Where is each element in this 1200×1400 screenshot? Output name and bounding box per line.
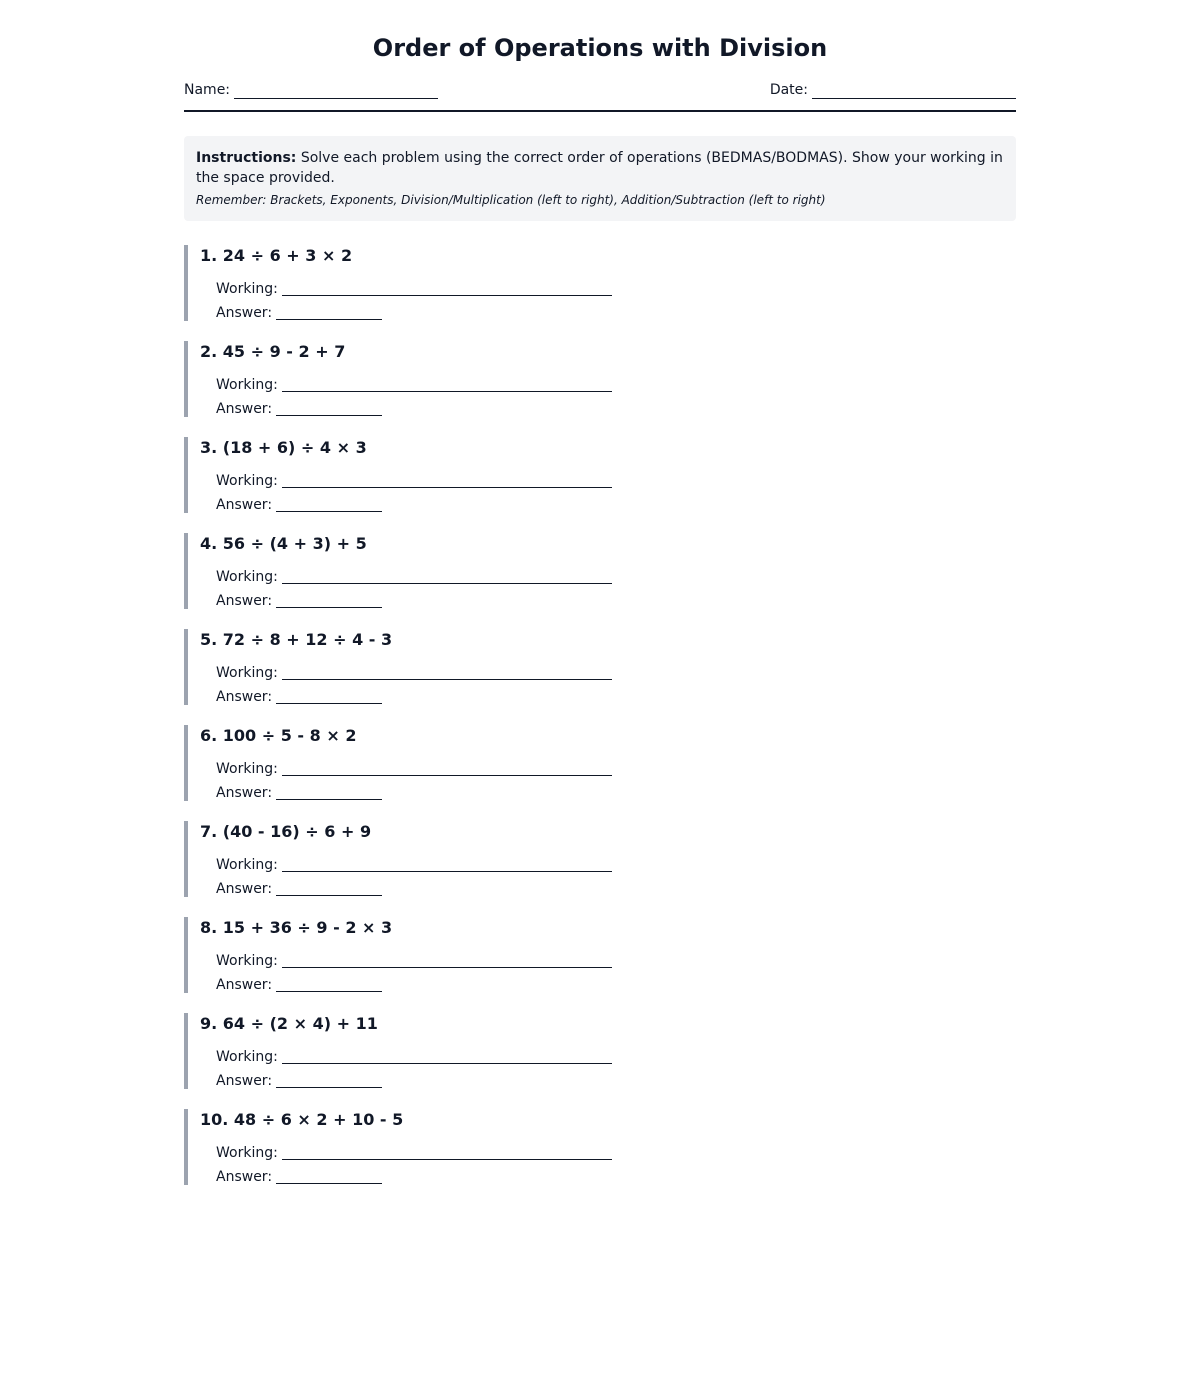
problem-item <box>184 341 1016 417</box>
working-row <box>200 659 1016 683</box>
answer-blank[interactable] <box>276 975 382 992</box>
working-blank[interactable] <box>282 375 612 392</box>
problem-expression: 6. 100 ÷ 5 - 8 × 2 <box>200 726 357 745</box>
answer-row <box>200 1067 1016 1091</box>
working-label: Working: <box>216 665 278 681</box>
problem-expression: 1. 24 ÷ 6 + 3 × 2 <box>200 246 353 265</box>
working-label: Working: <box>216 377 278 393</box>
problem-expression: 2. 45 ÷ 9 - 2 + 7 <box>200 342 346 361</box>
problem-expression: 5. 72 ÷ 8 + 12 ÷ 4 - 3 <box>200 630 393 649</box>
answer-label: Answer: <box>216 785 273 801</box>
working-blank[interactable] <box>282 951 612 968</box>
answer-row <box>200 971 1016 995</box>
working-blank[interactable] <box>282 663 612 680</box>
working-blank[interactable] <box>282 1047 612 1064</box>
working-label: Working: <box>216 473 278 489</box>
working-row <box>200 371 1016 395</box>
working-label: Working: <box>216 281 278 297</box>
date-field <box>770 80 1016 100</box>
student-info-row <box>184 80 1016 112</box>
date-label: Date: <box>769 82 808 98</box>
answer-label: Answer: <box>216 881 273 897</box>
instructions-text <box>196 148 1004 188</box>
instructions-reminder: Remember: Brackets, Exponents, Division/Multiplication (left to right), Addition/Subtraction (left to right) <box>196 193 826 207</box>
working-label: Working: <box>216 569 278 585</box>
answer-label: Answer: <box>216 593 273 609</box>
working-label: Working: <box>216 953 278 969</box>
problem-expression: 8. 15 + 36 ÷ 9 - 2 × 3 <box>200 918 393 937</box>
answer-label: Answer: <box>216 401 273 417</box>
answer-label: Answer: <box>216 977 273 993</box>
problem-expression: 9. 64 ÷ (2 × 4) + 11 <box>200 1014 378 1033</box>
instructions-lead: Instructions: <box>196 150 297 166</box>
working-label: Working: <box>216 1145 278 1161</box>
answer-blank[interactable] <box>276 687 382 704</box>
answer-blank[interactable] <box>276 591 382 608</box>
working-blank[interactable] <box>282 1143 612 1160</box>
working-label: Working: <box>216 857 278 873</box>
working-row <box>200 851 1016 875</box>
name-label: Name: <box>184 82 231 98</box>
date-blank[interactable] <box>812 82 1016 99</box>
answer-row <box>200 299 1016 323</box>
working-row <box>200 467 1016 491</box>
working-row <box>200 1043 1016 1067</box>
name-field <box>184 80 438 100</box>
working-label: Working: <box>216 1049 278 1065</box>
problem-expression: 4. 56 ÷ (4 + 3) + 5 <box>200 534 367 553</box>
answer-blank[interactable] <box>276 783 382 800</box>
working-row <box>200 755 1016 779</box>
working-row <box>200 275 1016 299</box>
working-blank[interactable] <box>282 279 612 296</box>
problem-expression: 3. (18 + 6) ÷ 4 × 3 <box>200 438 367 457</box>
answer-row <box>200 683 1016 707</box>
working-blank[interactable] <box>282 759 612 776</box>
problem-item <box>184 533 1016 609</box>
problem-expression: 10. 48 ÷ 6 × 2 + 10 - 5 <box>200 1110 404 1129</box>
answer-label: Answer: <box>216 305 273 321</box>
answer-row <box>200 395 1016 419</box>
problem-item <box>184 821 1016 897</box>
answer-row <box>200 587 1016 611</box>
answer-row <box>200 491 1016 515</box>
working-row <box>200 1139 1016 1163</box>
worksheet-page <box>184 0 1016 1185</box>
problem-item <box>184 1109 1016 1185</box>
working-blank[interactable] <box>282 855 612 872</box>
problem-list <box>184 245 1016 1185</box>
answer-row <box>200 875 1016 899</box>
problem-item <box>184 629 1016 705</box>
answer-label: Answer: <box>216 1073 273 1089</box>
answer-blank[interactable] <box>276 879 382 896</box>
page-title: Order of Operations with Division <box>372 34 828 62</box>
instructions-body: Solve each problem using the correct order of operations (BEDMAS/BODMAS). Show your working in the space provided. <box>196 150 1003 186</box>
working-row <box>200 563 1016 587</box>
answer-label: Answer: <box>216 1169 273 1185</box>
problem-item <box>184 437 1016 513</box>
problem-item <box>184 1013 1016 1089</box>
answer-blank[interactable] <box>276 1071 382 1088</box>
name-blank[interactable] <box>234 82 438 99</box>
instructions-box <box>184 136 1016 221</box>
problem-item <box>184 245 1016 321</box>
working-row <box>200 947 1016 971</box>
problem-expression: 7. (40 - 16) ÷ 6 + 9 <box>200 822 372 841</box>
working-label: Working: <box>216 761 278 777</box>
answer-label: Answer: <box>216 497 273 513</box>
answer-label: Answer: <box>216 689 273 705</box>
answer-blank[interactable] <box>276 495 382 512</box>
working-blank[interactable] <box>282 567 612 584</box>
answer-row <box>200 1163 1016 1187</box>
answer-row <box>200 779 1016 803</box>
answer-blank[interactable] <box>276 303 382 320</box>
answer-blank[interactable] <box>276 1167 382 1184</box>
answer-blank[interactable] <box>276 399 382 416</box>
problem-item <box>184 725 1016 801</box>
working-blank[interactable] <box>282 471 612 488</box>
problem-item <box>184 917 1016 993</box>
